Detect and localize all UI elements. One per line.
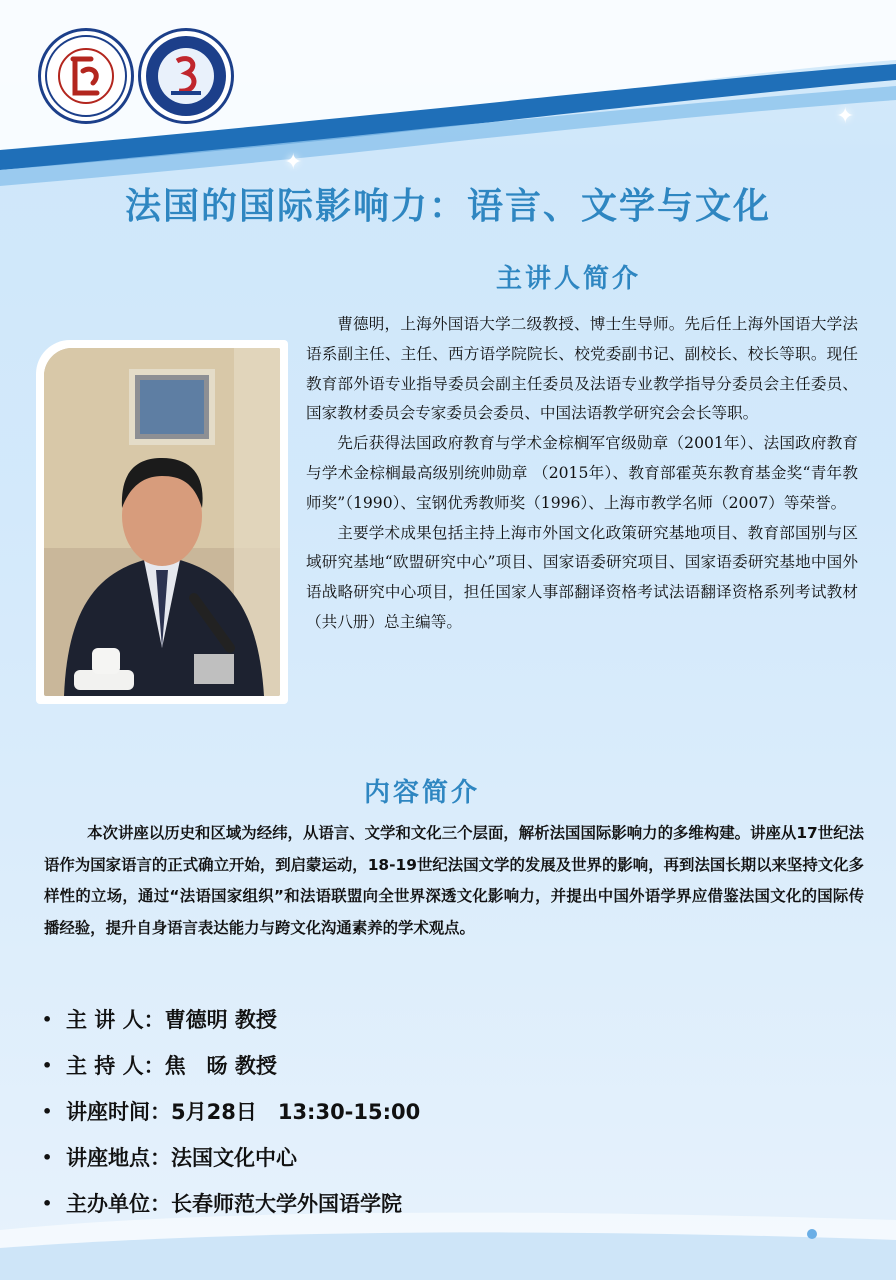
- university-logo: [38, 28, 134, 124]
- detail-label: 讲座时间：: [66, 1100, 171, 1124]
- detail-value: 5月28日 13:30-15:00: [171, 1100, 421, 1124]
- detail-value: 法国文化中心: [171, 1146, 297, 1170]
- bullet-icon: •: [42, 1055, 53, 1075]
- detail-label: 主 持 人：: [66, 1054, 165, 1078]
- detail-value: 焦 旸 教授: [164, 1054, 277, 1078]
- speaker-portrait-image: [44, 348, 280, 696]
- detail-time: [42, 1088, 420, 1134]
- bullet-icon: •: [42, 1101, 53, 1121]
- university-logo-icon: [41, 31, 131, 121]
- detail-value: 长春师范大学外国语学院: [171, 1192, 402, 1216]
- bullet-icon: •: [42, 1009, 53, 1029]
- detail-speaker: [42, 996, 420, 1042]
- detail-label: 主 讲 人：: [66, 1008, 165, 1032]
- bullet-icon: •: [42, 1193, 53, 1213]
- bio-paragraph: 先后获得法国政府教育与学术金棕榈军官级勋章（2001年）、法国政府教育与学术金棕榈最高级别统帅勋章 （2015年）、教育部霍英东教育基金奖“青年教师奖”（1990）、宝钢优秀教师奖（1996）、上海市教学名师（2007）等荣誉。: [306, 434, 858, 512]
- sparkle-icon: ✦: [836, 104, 855, 129]
- college-logo-icon: [141, 31, 231, 121]
- speaker-section-heading: 主讲人简介: [496, 264, 642, 294]
- sparkle-icon: ✦: [284, 150, 303, 175]
- detail-host: [42, 1042, 420, 1088]
- content-summary: 本次讲座以历史和区域为经纬，从语言、文学和文化三个层面，解析法国国际影响力的多维构建。讲座从17世纪法语作为国家语言的正式确立开始，到启蒙运动，18-19世纪法国文学的发展及世界的影响，再到法国长期以来坚持文化多样性的立场，通过“法语国家组织”和法语联盟向全世界深透文化影响力，并提出中国外语学界应借鉴法国文化的国际传播经验，提升自身语言表达能力与跨文化沟通素养的学术观点。: [44, 824, 864, 937]
- detail-location: [42, 1134, 420, 1180]
- footer-wave: [0, 1190, 896, 1280]
- detail-label: 主办单位：: [66, 1192, 171, 1216]
- bio-paragraph: 曹德明，上海外国语大学二级教授、博士生导师。先后任上海外国语大学法语系副主任、主任、西方语学院院长、校党委副书记、副校长、校长等职。现任教育部外语专业指导委员会副主任委员及法语专业教学指导分委员会主任委员、国家教材委员会专家委员会委员、中国法语教学研究会会长等职。: [306, 315, 858, 423]
- college-logo: [138, 28, 234, 124]
- content-section-heading: 内容简介: [364, 778, 481, 808]
- page-title: 法国的国际影响力：语言、文学与文化: [124, 186, 771, 227]
- bio-paragraph: 主要学术成果包括主持上海市外国文化政策研究基地项目、教育部国别与区域研究基地“欧盟研究中心”项目、国家语委研究项目、国家语委研究基地中国外语战略研究中心项目，担任国家人事部翻译资格考试法语翻译资格系列考试教材（共八册）总主编等。: [306, 523, 858, 631]
- speaker-bio: [306, 310, 858, 638]
- speaker-photo: [36, 340, 288, 704]
- header-wave: [0, 0, 896, 200]
- bullet-icon: •: [42, 1147, 53, 1167]
- detail-label: 讲座地点：: [66, 1146, 171, 1170]
- detail-value: 曹德明 教授: [164, 1008, 277, 1032]
